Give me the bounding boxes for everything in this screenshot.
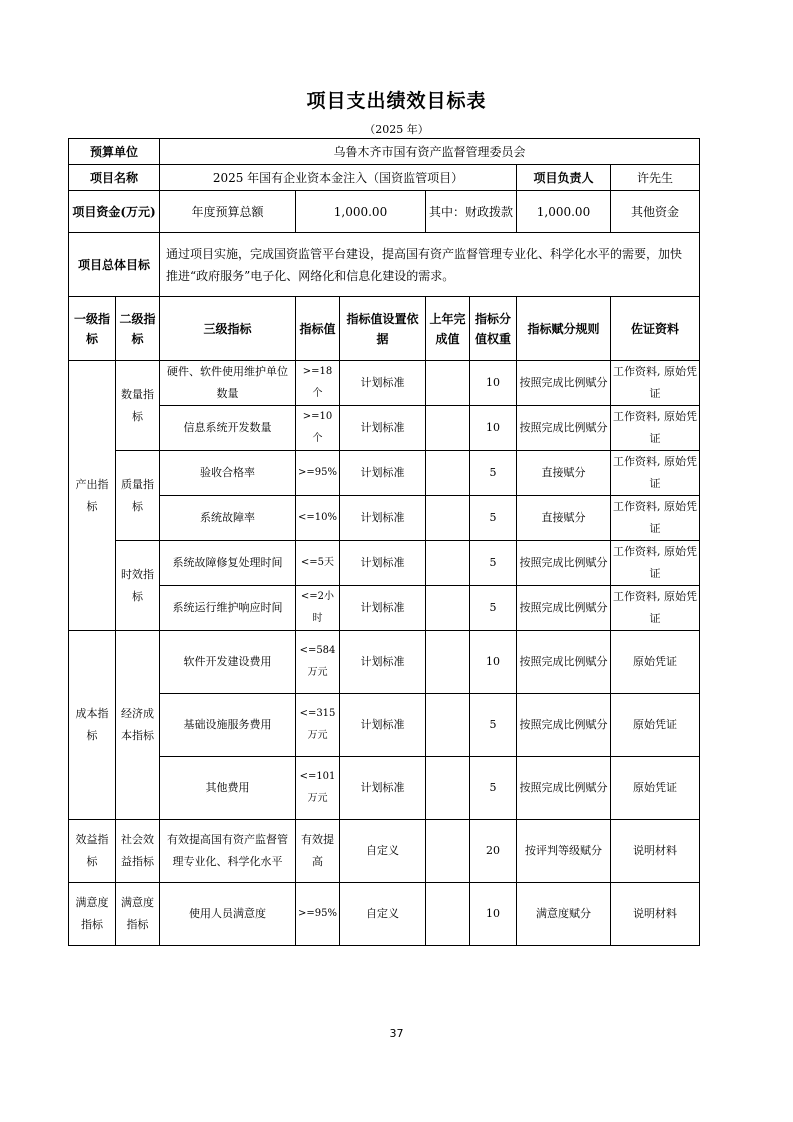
- row-evidence: 工作资料, 原始凭证: [610, 361, 699, 406]
- row-rule: 按照完成比例赋分: [516, 361, 610, 406]
- row-evidence: 说明材料: [610, 820, 699, 883]
- row-evidence: 原始凭证: [610, 694, 699, 757]
- row-weight: 10: [469, 406, 516, 451]
- group-quantity: 数量指标: [116, 361, 160, 451]
- table-row: [69, 361, 700, 406]
- row-prev: [425, 406, 469, 451]
- group-timeliness: 时效指标: [116, 541, 160, 631]
- row-rule: 满意度赋分: [516, 883, 610, 946]
- col-level1: 一级指标: [69, 297, 116, 361]
- performance-table: [68, 138, 700, 946]
- table-row: [69, 586, 700, 631]
- row-rule: 按照完成比例赋分: [516, 631, 610, 694]
- row-weight: 10: [469, 361, 516, 406]
- group-output: 产出指标: [69, 361, 116, 631]
- table-row: [69, 883, 700, 946]
- row-rule: 按照完成比例赋分: [516, 586, 610, 631]
- row-value: <=2小时: [296, 586, 340, 631]
- column-header-row: [69, 297, 700, 361]
- row-weight: 5: [469, 694, 516, 757]
- row-basis: 计划标准: [339, 451, 425, 496]
- row-value: >=95%: [296, 451, 340, 496]
- row-rule: 按评判等级赋分: [516, 820, 610, 883]
- row-weight: 5: [469, 541, 516, 586]
- group-satisfaction: 满意度指标: [69, 883, 116, 946]
- project-name-label: 项目名称: [69, 165, 160, 191]
- col-basis: 指标值设置依据: [339, 297, 425, 361]
- row-basis: 计划标准: [339, 361, 425, 406]
- budget-unit-row: [69, 139, 700, 165]
- row-name: 硬件、软件使用维护单位数量: [160, 361, 296, 406]
- row-weight: 5: [469, 586, 516, 631]
- table-row: [69, 451, 700, 496]
- row-value: >=95%: [296, 883, 340, 946]
- row-evidence: 工作资料, 原始凭证: [610, 586, 699, 631]
- row-basis: 计划标准: [339, 496, 425, 541]
- table-row: [69, 496, 700, 541]
- table-row: [69, 541, 700, 586]
- goal-row: [69, 233, 700, 297]
- row-weight: 20: [469, 820, 516, 883]
- row-prev: [425, 586, 469, 631]
- row-basis: 自定义: [339, 883, 425, 946]
- row-basis: 计划标准: [339, 541, 425, 586]
- row-value: <=5天: [296, 541, 340, 586]
- row-rule: 直接赋分: [516, 496, 610, 541]
- row-prev: [425, 361, 469, 406]
- row-basis: 计划标准: [339, 757, 425, 820]
- row-evidence: 原始凭证: [610, 757, 699, 820]
- row-basis: 计划标准: [339, 694, 425, 757]
- row-rule: 按照完成比例赋分: [516, 694, 610, 757]
- col-value: 指标值: [296, 297, 340, 361]
- row-name: 基础设施服务费用: [160, 694, 296, 757]
- annual-total-label: 年度预算总额: [160, 191, 296, 233]
- row-weight: 10: [469, 883, 516, 946]
- fiscal-label: 其中：财政拨款: [425, 191, 516, 233]
- row-prev: [425, 451, 469, 496]
- row-value: <=584万元: [296, 631, 340, 694]
- row-basis: 计划标准: [339, 406, 425, 451]
- group-benefit: 效益指标: [69, 820, 116, 883]
- row-evidence: 工作资料, 原始凭证: [610, 451, 699, 496]
- row-basis: 计划标准: [339, 631, 425, 694]
- table-row: [69, 694, 700, 757]
- project-name-row: [69, 165, 700, 191]
- col-level2: 二级指标: [116, 297, 160, 361]
- row-value: <=101万元: [296, 757, 340, 820]
- row-rule: 直接赋分: [516, 451, 610, 496]
- funds-label: 项目资金(万元): [69, 191, 160, 233]
- col-weight: 指标分值权重: [469, 297, 516, 361]
- budget-unit-value: 乌鲁木齐市国有资产监督管理委员会: [160, 139, 700, 165]
- row-weight: 5: [469, 757, 516, 820]
- row-evidence: 原始凭证: [610, 631, 699, 694]
- row-name: 有效提高国有资产监督管理专业化、科学化水平: [160, 820, 296, 883]
- row-weight: 5: [469, 451, 516, 496]
- row-name: 其他费用: [160, 757, 296, 820]
- other-funds-label: 其他资金: [610, 191, 699, 233]
- row-prev: [425, 541, 469, 586]
- col-rule: 指标赋分规则: [516, 297, 610, 361]
- row-prev: [425, 820, 469, 883]
- year-subtitle: （2025 年）: [364, 123, 429, 136]
- project-name-value: 2025 年国有企业资本金注入（国资监管项目）: [160, 165, 517, 191]
- row-name: 系统故障修复处理时间: [160, 541, 296, 586]
- annual-total-value: 1,000.00: [296, 191, 426, 233]
- budget-unit-label: 预算单位: [69, 139, 160, 165]
- row-name: 信息系统开发数量: [160, 406, 296, 451]
- table-row: [69, 757, 700, 820]
- row-name: 验收合格率: [160, 451, 296, 496]
- page-title: 项目支出绩效目标表: [306, 90, 487, 112]
- page-number: 37: [389, 1027, 404, 1040]
- row-name: 使用人员满意度: [160, 883, 296, 946]
- row-rule: 按照完成比例赋分: [516, 541, 610, 586]
- row-evidence: 工作资料, 原始凭证: [610, 406, 699, 451]
- row-value: <=10%: [296, 496, 340, 541]
- row-name: 系统故障率: [160, 496, 296, 541]
- row-value: <=315万元: [296, 694, 340, 757]
- table-row: [69, 406, 700, 451]
- row-value: >=18个: [296, 361, 340, 406]
- row-value: 有效提高: [296, 820, 340, 883]
- row-value: >=10个: [296, 406, 340, 451]
- goal-text: 通过项目实施，完成国资监管平台建设，提高国有资产监督管理专业化、科学化水平的需要，加快推进“政府服务”电子化、网络化和信息化建设的需求。: [160, 233, 700, 297]
- responsible-value: 许先生: [610, 165, 699, 191]
- group-social-benefit: 社会效益指标: [116, 820, 160, 883]
- group-quality: 质量指标: [116, 451, 160, 541]
- row-prev: [425, 757, 469, 820]
- row-weight: 10: [469, 631, 516, 694]
- row-basis: 自定义: [339, 820, 425, 883]
- group-econ-cost: 经济成本指标: [116, 631, 160, 820]
- col-prev: 上年完成值: [425, 297, 469, 361]
- group-cost: 成本指标: [69, 631, 116, 820]
- row-basis: 计划标准: [339, 586, 425, 631]
- table-row: [69, 631, 700, 694]
- col-evidence: 佐证资料: [610, 297, 699, 361]
- group-satisfaction-2: 满意度指标: [116, 883, 160, 946]
- row-prev: [425, 883, 469, 946]
- row-rule: 按照完成比例赋分: [516, 757, 610, 820]
- col-level3: 三级指标: [160, 297, 296, 361]
- row-name: 软件开发建设费用: [160, 631, 296, 694]
- row-evidence: 工作资料, 原始凭证: [610, 541, 699, 586]
- row-prev: [425, 694, 469, 757]
- responsible-label: 项目负责人: [516, 165, 610, 191]
- row-prev: [425, 496, 469, 541]
- row-rule: 按照完成比例赋分: [516, 406, 610, 451]
- row-name: 系统运行维护响应时间: [160, 586, 296, 631]
- row-evidence: 工作资料, 原始凭证: [610, 496, 699, 541]
- fiscal-value: 1,000.00: [516, 191, 610, 233]
- goal-label: 项目总体目标: [69, 233, 160, 297]
- funds-row: [69, 191, 700, 233]
- table-row: [69, 820, 700, 883]
- row-weight: 5: [469, 496, 516, 541]
- row-prev: [425, 631, 469, 694]
- row-evidence: 说明材料: [610, 883, 699, 946]
